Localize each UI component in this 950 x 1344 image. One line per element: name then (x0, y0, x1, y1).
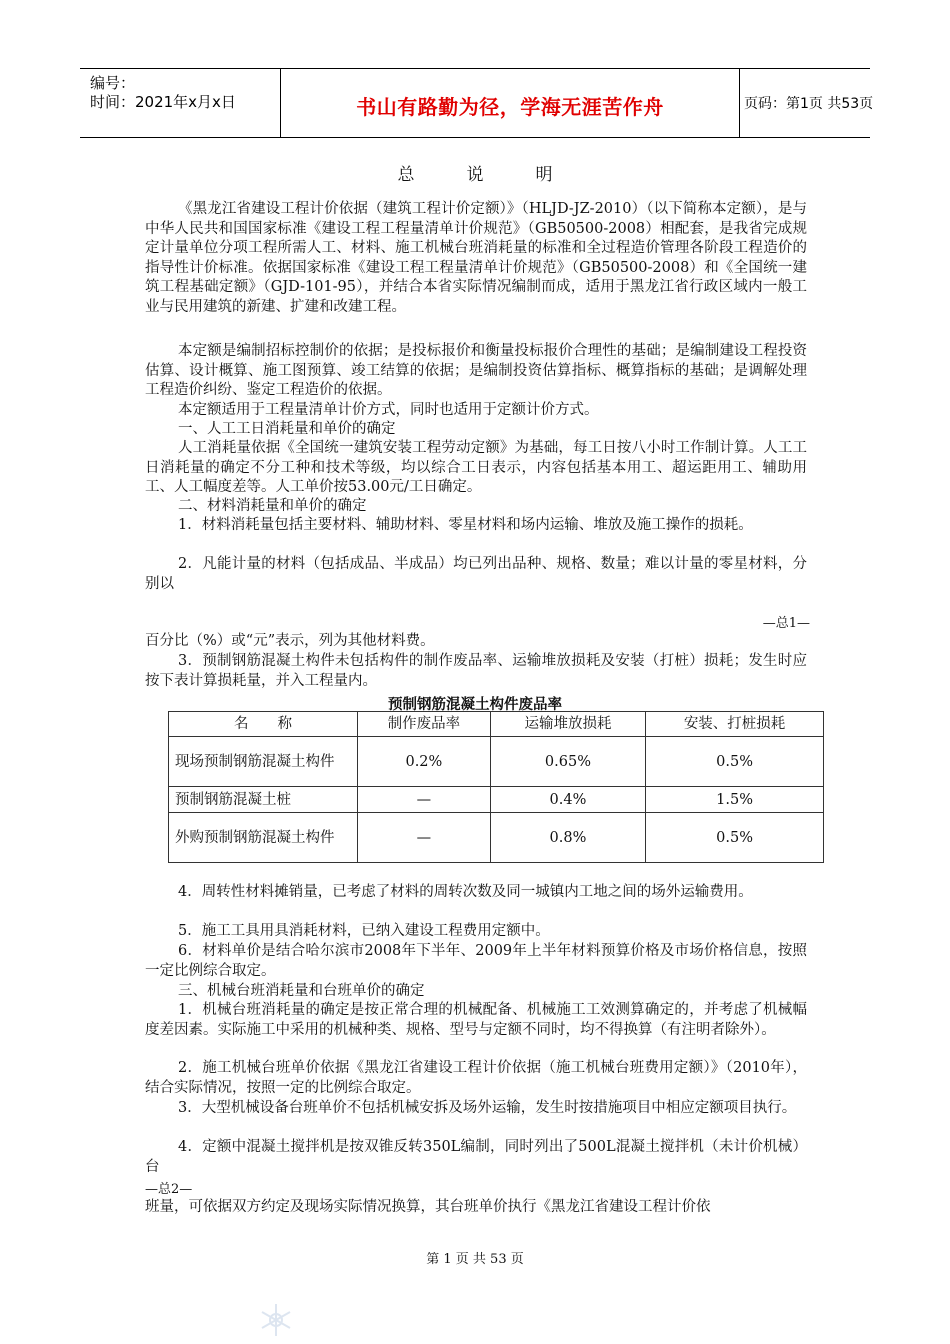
paragraph-machinery-4: 4．定额中混凝土搅拌机是按双锥反转350L编制，同时列出了500L混凝土搅拌机（未计价机械）台 (145, 1139, 807, 1175)
table-cell: 0.8% (490, 813, 645, 863)
table-row (169, 787, 824, 813)
paragraph-material-1: 1．材料消耗量包括主要材料、辅助材料、零星材料和场内运输、堆放及施工操作的损耗。 (178, 517, 753, 533)
table-cell: 0.2% (358, 737, 491, 787)
paragraph-material-6: 6．材料单价是结合哈尔滨市2008年下半年、2009年上半年材料预算价格及市场价格信息，按照一定比例综合取定。 (145, 943, 807, 979)
table-header: 运输堆放损耗 (490, 712, 645, 737)
table-cell: 外购预制钢筋混凝土构件 (169, 813, 358, 863)
table-cell: 预制钢筋混凝土桩 (169, 787, 358, 813)
page-footer-2: —总2— (145, 1182, 193, 1197)
header-meta (80, 69, 280, 137)
paragraph-scope: 本定额适用于工程量清单计价方式，同时也适用于定额计价方式。 (178, 402, 599, 418)
table-cell: 0.4% (490, 787, 645, 813)
paragraph-material-4: 4．周转性材料摊销量，已考虑了材料的周转次数及同一城镇内工地之间的场外运输费用。 (178, 884, 753, 900)
page-header (80, 68, 874, 138)
loss-rate-table (168, 711, 824, 863)
page-footer-1: —总1— (762, 616, 810, 631)
table-cell: 0.65% (490, 737, 645, 787)
table-cell: 0.5% (646, 813, 824, 863)
table-header: 安装、打桩损耗 (646, 712, 824, 737)
time-label: 时间：2021年x月x日 (90, 93, 236, 111)
page-info: 页码：第1页 共53页 (744, 96, 874, 112)
paragraph-machinery-1: 1．机械台班消耗量的确定是按正常合理的机械配备、机械施工工效测算确定的，并考虑了机械幅度差因素。实际施工中采用的机械种类、规格、型号与定额不同时，均不得换算（有注明者除外）。 (145, 1002, 807, 1038)
paragraph-machinery-4-cont: 班量，可依据双方约定及现场实际情况换算，其台班单价执行《黑龙江省建设工程计价依 (145, 1199, 711, 1215)
paragraph-machinery-3: 3．大型机械设备台班单价不包括机械安拆及场外运输，发生时按措施项目中相应定额项目执行。 (178, 1100, 797, 1116)
section-heading-materials: 二、材料消耗量和单价的确定 (178, 498, 367, 514)
snowflake-watermark-icon (256, 1300, 296, 1340)
table-caption: 预制钢筋混凝土构件废品率 (388, 697, 562, 713)
header-page-cell (738, 69, 874, 137)
paragraph-purpose: 本定额是编制招标控制价的依据；是投标报价和衡量投标报价合理性的基础；是编制建设工程投资估算、设计概算、施工图预算、竣工结算的依据；是编制投资估算指标、概算指标的基础；是调解处理工程造价纠纷、鉴定工程造价的依据。 (145, 343, 807, 399)
table-cell: 1.5% (646, 787, 824, 813)
table-row (169, 737, 824, 787)
table-cell: 0.5% (646, 737, 824, 787)
paragraph-material-3: 3．预制钢筋混凝土构件未包括构件的制作废品率、运输堆放损耗及安装（打桩）损耗；发生时应按下表计算损耗量，并入工程量内。 (145, 653, 807, 689)
document-title: 总说明 (397, 165, 605, 185)
table-cell: — (358, 813, 491, 863)
page-number-footer: 第 1 页 共 53 页 (426, 1252, 524, 1267)
table-header-row (169, 712, 824, 737)
section-heading-labor: 一、人工工日消耗量和单价的确定 (178, 421, 396, 437)
header-motto-cell (280, 69, 740, 137)
table-header: 制作废品率 (358, 712, 491, 737)
number-label: 编号： (90, 74, 136, 92)
table-cell: — (358, 787, 491, 813)
section-heading-machinery: 三、机械台班消耗量和台班单价的确定 (178, 983, 425, 999)
paragraph-material-2-cont: 百分比（%）或“元”表示，列为其他材料费。 (145, 633, 435, 649)
motto: 书山有路勤为径，学海无涯苦作舟 (356, 95, 664, 119)
table-row (169, 813, 824, 863)
paragraph-material-5: 5．施工工具用具消耗材料，已纳入建设工程费用定额中。 (178, 923, 550, 939)
table-header: 名 称 (169, 712, 358, 737)
paragraph-material-2: 2．凡能计量的材料（包括成品、半成品）均已列出品种、规格、数量；难以计量的零星材料，分别以 (145, 556, 807, 592)
paragraph-machinery-2: 2．施工机械台班单价依据《黑龙江省建设工程计价依据（施工机械台班费用定额）》（2010年），结合实际情况，按照一定的比例综合取定。 (145, 1060, 807, 1096)
paragraph-intro: 《黑龙江省建设工程计价依据（建筑工程计价定额）》（HLJD-JZ-2010）（以下简称本定额），是与中华人民共和国国家标准《建设工程工程量清单计价规范》（GB50500-2008）相配套，是我省完成规定计量单位分项工程所需人工、材料、施工机械台班消耗量的标准和全过程造价管理各阶段工程造价的指导性计价标准。依据国家标准《建设工程工程量清单计价规范》（GB50500-2008）和《全国统一建筑工程基础定额》（GJD-101-95），并结合本省实际情况编制而成，适用于黑龙江省行政区域内一般工业与民用建筑的新建、扩建和改建工程。 (145, 201, 807, 315)
table-cell: 现场预制钢筋混凝土构件 (169, 737, 358, 787)
paragraph-labor: 人工消耗量依据《全国统一建筑安装工程劳动定额》为基础，每工日按八小时工作制计算。人工工日消耗量的确定不分工种和技术等级，均以综合工日表示，内容包括基本用工、超运距用工、辅助用工、人工幅度差等。人工单价按53.00元/工日确定。 (145, 440, 807, 496)
